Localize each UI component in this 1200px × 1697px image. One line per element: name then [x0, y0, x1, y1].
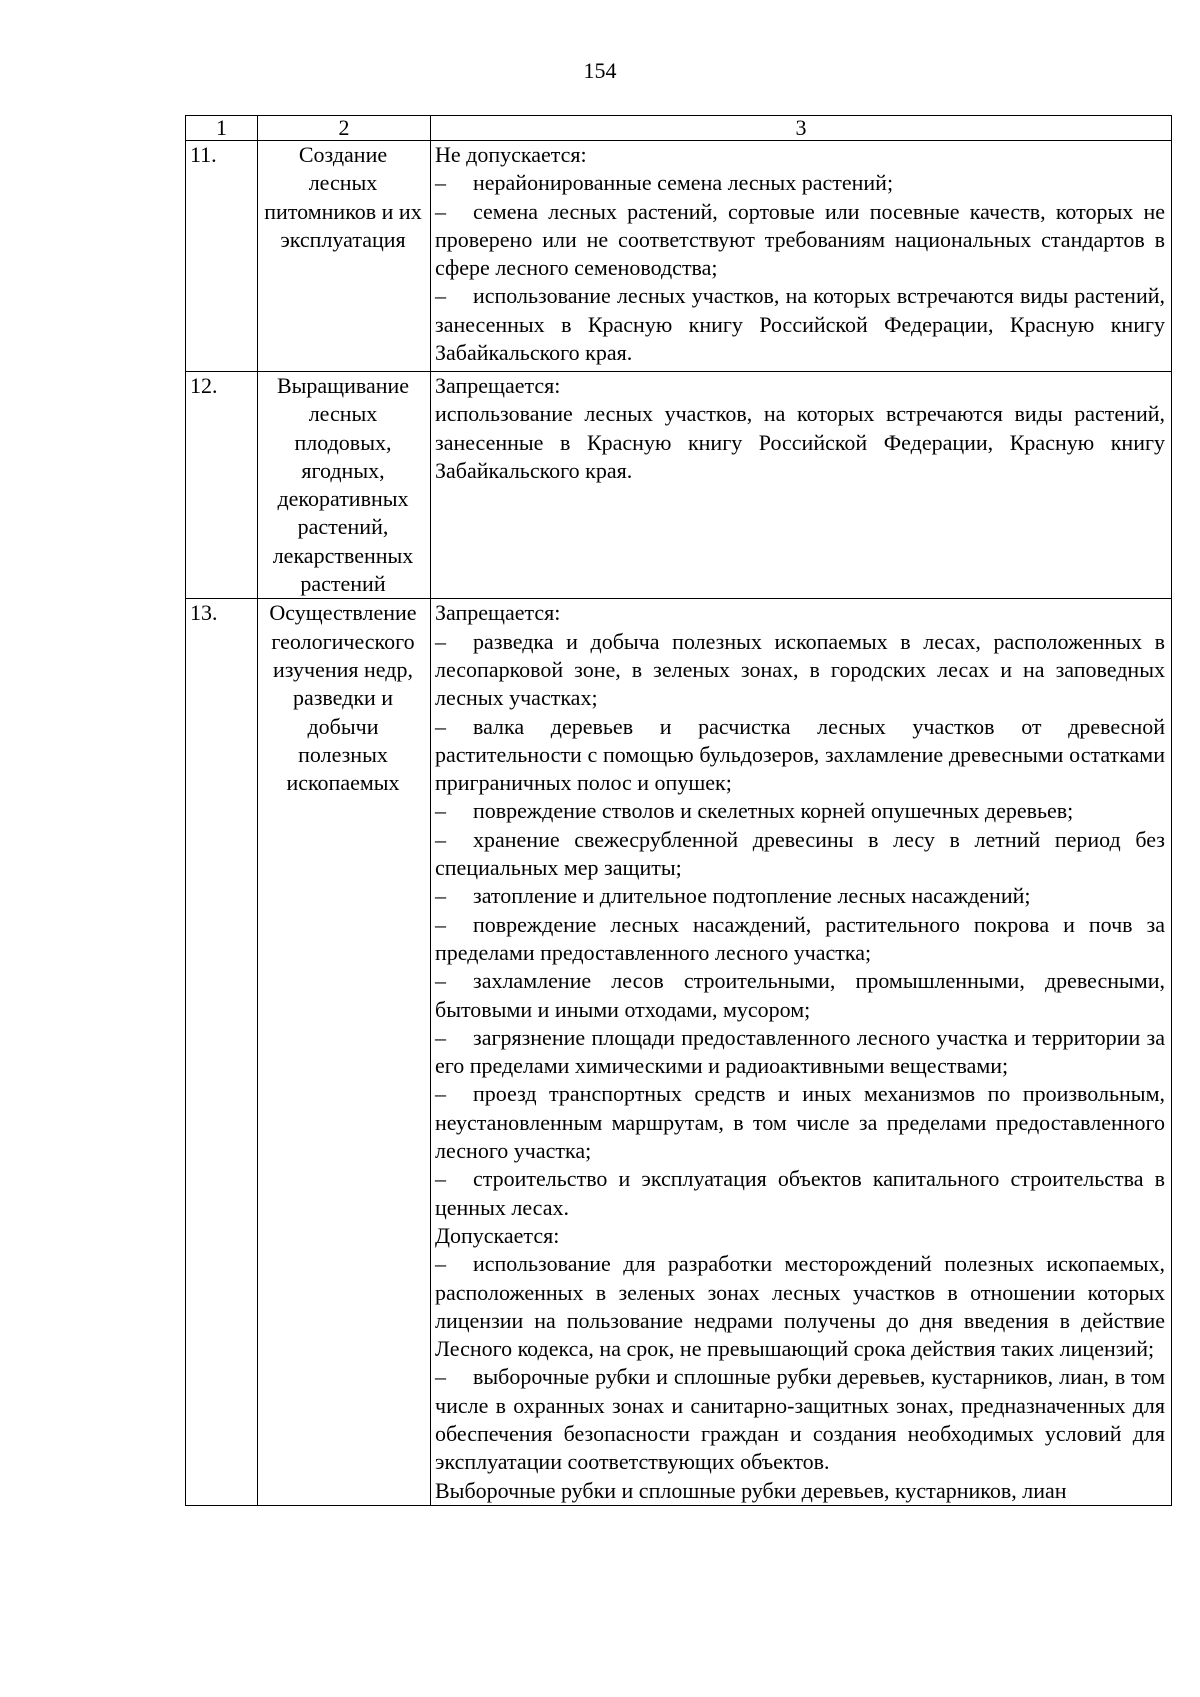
rule-paragraph: использование лесных участков, на которых встречаются виды растений, занесенные в Красную книгу Российской Федерации, Красную книгу Забайкальского края. [435, 401, 1165, 483]
rule-paragraph: Допускается: [435, 1222, 560, 1248]
bullet-item [435, 198, 1165, 283]
dash-marker: – [435, 968, 446, 994]
dash-marker: – [435, 713, 446, 739]
dash-marker: – [435, 1081, 446, 1107]
dash-marker: – [435, 283, 446, 309]
dash-marker: – [435, 1024, 446, 1050]
table-row [186, 372, 1172, 599]
dash-marker: – [435, 798, 446, 824]
bullet-item [435, 967, 1165, 1024]
bullet-text: нерайонированные семена лесных растений; [473, 170, 894, 196]
row-number: 12. [186, 372, 258, 599]
bullet-item [435, 882, 1165, 910]
bullet-item [435, 1165, 1165, 1222]
bullet-item [435, 797, 1165, 825]
header-col-1: 1 [186, 116, 258, 141]
activity-name: Создание лесных питомников и их эксплуатация [258, 141, 431, 372]
bullet-text: использование лесных участков, на которых встречаются виды растений, занесенных в Красную книгу Российской Федерации, Красную книгу Забайкальского края. [435, 283, 1165, 366]
bullet-item [435, 911, 1165, 968]
page-number: 154 [583, 58, 617, 83]
bullet-text: проезд транспортных средств и иных механизмов по произвольным, неустановленным маршрутам, в том числе за пределами предоставленного лесного участка; [435, 1081, 1165, 1164]
bullet-text: использование для разработки месторождений полезных ископаемых, расположенных в зеленых зонах лесных участков в отношении которых лицензии на пользование недрами получены до дня введения в действие Лесного кодекса, на срок, не превышающий срока действия таких лицензий; [435, 1251, 1165, 1362]
activity-rules [431, 372, 1172, 599]
header-col-2: 2 [258, 116, 431, 141]
header-col-3: 3 [431, 116, 1172, 141]
bullet-item [435, 1080, 1165, 1165]
bullet-item [435, 1363, 1165, 1476]
dash-marker: – [435, 826, 446, 852]
dash-marker: – [435, 1251, 446, 1277]
bullet-item [435, 1024, 1165, 1081]
activity-rules [431, 141, 1172, 372]
dash-marker: – [435, 198, 446, 224]
bullet-text: хранение свежесрубленной древесины в лесу в летний период без специальных мер защиты; [435, 826, 1165, 881]
bullet-text: строительство и эксплуатация объектов капитального строительства в ценных лесах. [435, 1166, 1165, 1220]
table-row [186, 141, 1172, 372]
dash-marker: – [435, 1364, 446, 1390]
row-number: 11. [186, 141, 258, 372]
activity-rules [431, 599, 1172, 1506]
rule-paragraph: Запрещается: [435, 373, 561, 398]
bullet-item [435, 169, 1165, 197]
rule-paragraph: Не допускается: [435, 142, 587, 167]
row-number: 13. [186, 599, 258, 1506]
bullet-text: выборочные рубки и сплошные рубки деревьев, кустарников, лиан, в том числе в охранных зонах и санитарно-защитных зонах, предназначенных для обеспечения безопасности граждан и создания необходимых условий для эксплуатации соответствующих объектов. [435, 1364, 1165, 1475]
bullet-text: повреждение лесных насаждений, растительного покрова и почв за пределами предоставленного лесного участка; [435, 911, 1165, 965]
dash-marker: – [435, 170, 446, 196]
dash-marker: – [435, 1166, 446, 1192]
rule-paragraph: Выборочные рубки и сплошные рубки деревьев, кустарников, лиан [435, 1477, 1067, 1503]
rule-paragraph: Запрещается: [435, 600, 561, 626]
dash-marker: – [435, 883, 446, 909]
table-header-row [186, 116, 1172, 141]
bullet-item [435, 1250, 1165, 1363]
bullet-item [435, 282, 1165, 367]
table-row [186, 599, 1172, 1506]
bullet-text: загрязнение площади предоставленного лесного участка и территории за его пределами химическими и радиоактивными веществами; [435, 1024, 1165, 1079]
bullet-text: разведка и добыча полезных ископаемых в лесах, расположенных в лесопарковой зоне, в зеленых зонах, в городских лесах и на заповедных лесных участках; [435, 628, 1165, 711]
bullet-text: семена лесных растений, сортовые или посевные качеств, которых не проверено или не соответствуют требованиям национальных стандартов в сфере лесного семеноводства; [435, 198, 1165, 281]
bullet-text: повреждение стволов и скелетных корней опушечных деревьев; [473, 798, 1074, 824]
activity-name: Выращивание лесных плодовых, ягодных, декоративных растений, лекарственных растений [258, 372, 431, 599]
dash-marker: – [435, 911, 446, 937]
bullet-text: затопление и длительное подтопление лесных насаждений; [473, 883, 1031, 909]
regulations-table [185, 115, 1172, 1506]
activity-name: Осуществление геологического изучения недр, разведки и добычи полезных ископаемых [258, 599, 431, 1506]
bullet-item [435, 713, 1165, 798]
bullet-text: захламление лесов строительными, промышленными, древесными, бытовыми и иными отходами, мусором; [435, 968, 1165, 1022]
bullet-text: валка деревьев и расчистка лесных участков от древесной растительности с помощью бульдозеров, захламление древесными остатками приграничных полос и опушек; [435, 713, 1165, 796]
bullet-item [435, 826, 1165, 883]
dash-marker: – [435, 628, 446, 654]
bullet-item [435, 628, 1165, 713]
